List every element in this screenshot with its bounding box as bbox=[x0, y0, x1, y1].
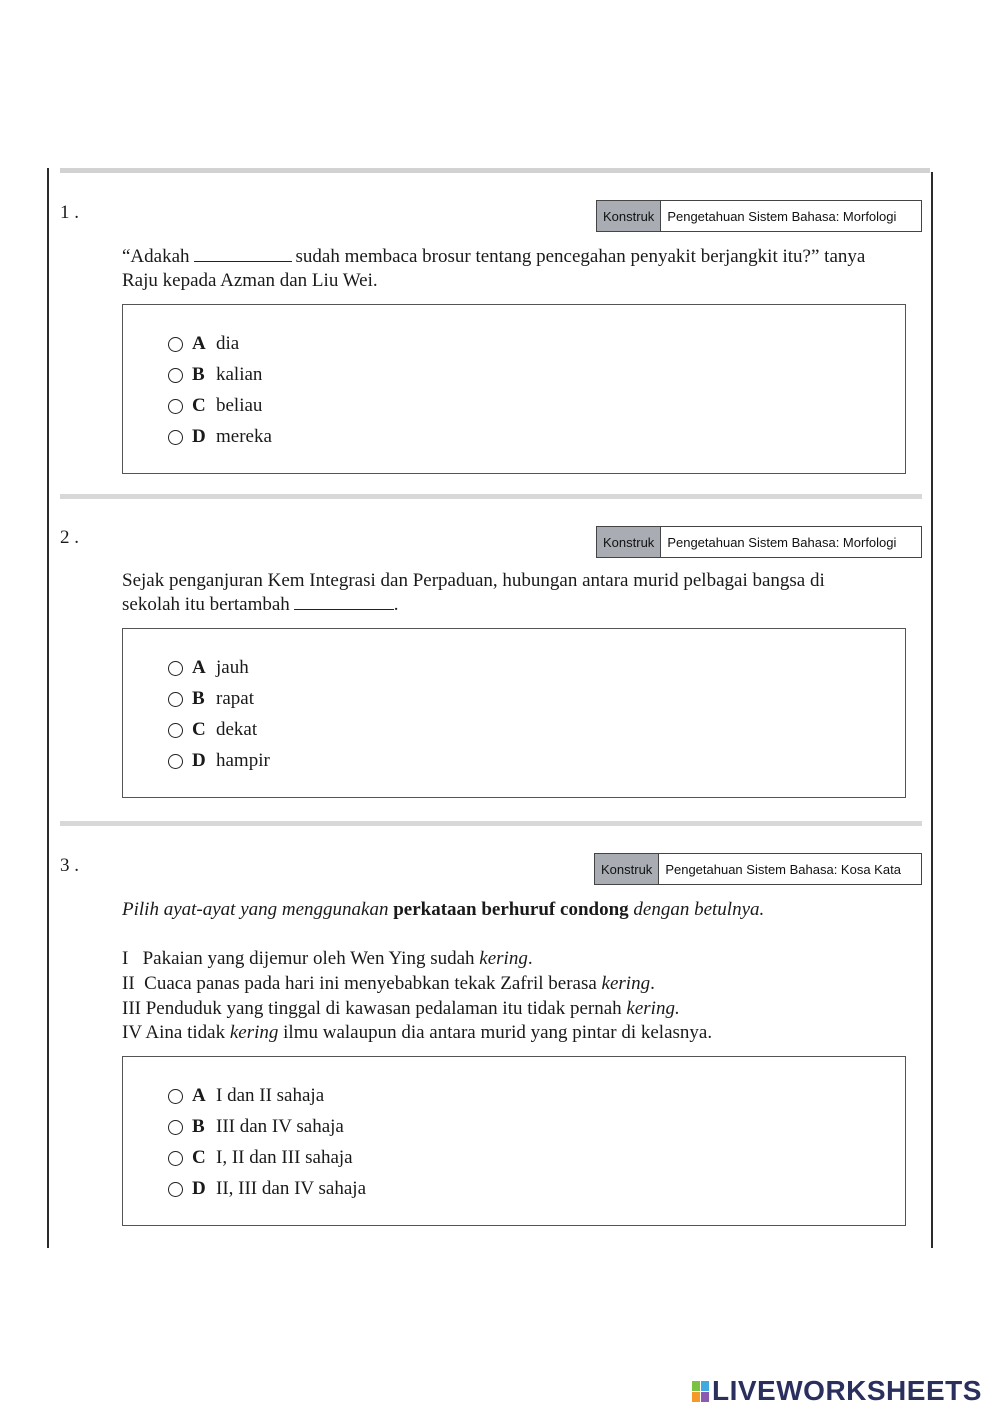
option-text: beliau bbox=[216, 395, 263, 416]
statement-1: I Pakaian yang dijemur oleh Wen Ying sudah kering. bbox=[122, 948, 533, 969]
radio-button[interactable] bbox=[168, 1182, 183, 1197]
radio-button[interactable] bbox=[168, 430, 183, 445]
option-letter: C bbox=[192, 1147, 206, 1168]
option-a[interactable] bbox=[168, 333, 239, 355]
radio-button[interactable] bbox=[168, 337, 183, 352]
konstruk-label: Konstruk bbox=[597, 527, 661, 557]
option-letter: A bbox=[192, 333, 206, 354]
radio-button[interactable] bbox=[168, 1120, 183, 1135]
option-b[interactable] bbox=[168, 364, 262, 386]
radio-button[interactable] bbox=[168, 399, 183, 414]
option-c[interactable] bbox=[168, 1147, 353, 1169]
statement-4: IV Aina tidak kering ilmu walaupun dia antara murid yang pintar di kelasnya. bbox=[122, 1022, 713, 1043]
konstruk-value: Pengetahuan Sistem Bahasa: Morfologi bbox=[667, 208, 897, 224]
frame-left-line bbox=[47, 168, 49, 1248]
konstruk-label: Konstruk bbox=[597, 201, 661, 231]
options-box bbox=[122, 628, 906, 798]
radio-button[interactable] bbox=[168, 368, 183, 383]
answer-blank bbox=[194, 247, 292, 262]
option-text: II, III dan IV sahaja bbox=[216, 1178, 366, 1199]
stem-text: sudah membaca brosur tentang pencegahan penyakit berjangkit itu?” tanya bbox=[295, 246, 866, 267]
option-a[interactable] bbox=[168, 1085, 324, 1107]
stem-text: sekolah itu bertambah bbox=[122, 594, 290, 615]
stem-text: Sejak penganjuran Kem Integrasi dan Perpaduan, hubungan antara murid pelbagai bangsa di bbox=[122, 570, 825, 591]
option-letter: B bbox=[192, 364, 205, 385]
option-letter: D bbox=[192, 426, 206, 447]
option-d[interactable] bbox=[168, 426, 272, 448]
option-d[interactable] bbox=[168, 1178, 366, 1200]
option-letter: C bbox=[192, 395, 206, 416]
konstruk-tag bbox=[596, 200, 922, 232]
instruction-bold-text: perkataan berhuruf condong bbox=[393, 899, 629, 920]
radio-button[interactable] bbox=[168, 723, 183, 738]
option-text: kalian bbox=[216, 364, 263, 385]
option-letter: D bbox=[192, 750, 206, 771]
options-box bbox=[122, 1056, 906, 1226]
question-stem bbox=[122, 245, 912, 293]
question-instruction bbox=[122, 898, 912, 922]
konstruk-tag bbox=[596, 526, 922, 558]
frame-right-line bbox=[931, 172, 933, 1248]
option-text: I dan II sahaja bbox=[216, 1085, 325, 1106]
konstruk-label: Konstruk bbox=[595, 854, 659, 884]
option-text: I, II dan III sahaja bbox=[216, 1147, 353, 1168]
option-text: jauh bbox=[216, 657, 249, 678]
option-d[interactable] bbox=[168, 750, 270, 772]
option-text: hampir bbox=[216, 750, 270, 771]
radio-button[interactable] bbox=[168, 1151, 183, 1166]
radio-button[interactable] bbox=[168, 661, 183, 676]
option-text: mereka bbox=[216, 426, 272, 447]
question-number: 2 . bbox=[60, 527, 79, 548]
option-text: III dan IV sahaja bbox=[216, 1116, 344, 1137]
question-divider bbox=[60, 494, 922, 499]
radio-button[interactable] bbox=[168, 692, 183, 707]
konstruk-value: Pengetahuan Sistem Bahasa: Kosa Kata bbox=[665, 861, 901, 877]
option-c[interactable] bbox=[168, 395, 262, 417]
instruction-text: Pilih ayat-ayat yang menggunakan bbox=[122, 899, 389, 920]
option-text: rapat bbox=[216, 688, 254, 709]
statement-2: II Cuaca panas pada hari ini menyebabkan tekak Zafril berasa kering. bbox=[122, 973, 655, 994]
stem-text: “Adakah bbox=[122, 246, 190, 267]
question-stem bbox=[122, 569, 912, 617]
answer-blank bbox=[294, 595, 394, 610]
liveworksheets-logo bbox=[692, 1375, 982, 1407]
options-box bbox=[122, 304, 906, 474]
option-letter: A bbox=[192, 1085, 206, 1106]
question-number: 3 . bbox=[60, 855, 79, 876]
statement-3: III Penduduk yang tinggal di kawasan pedalaman itu tidak pernah kering. bbox=[122, 998, 680, 1019]
question-divider bbox=[60, 821, 922, 826]
logo-mark-icon bbox=[692, 1381, 709, 1402]
option-letter: D bbox=[192, 1178, 206, 1199]
radio-button[interactable] bbox=[168, 754, 183, 769]
question-number: 1 . bbox=[60, 202, 79, 223]
option-letter: B bbox=[192, 688, 205, 709]
konstruk-value: Pengetahuan Sistem Bahasa: Morfologi bbox=[667, 534, 897, 550]
option-text: dekat bbox=[216, 719, 258, 740]
option-letter: B bbox=[192, 1116, 205, 1137]
top-divider bbox=[60, 168, 930, 173]
option-a[interactable] bbox=[168, 657, 249, 679]
option-text: dia bbox=[216, 333, 240, 354]
instruction-text: dengan betulnya. bbox=[633, 899, 765, 920]
option-b[interactable] bbox=[168, 688, 254, 710]
option-c[interactable] bbox=[168, 719, 257, 741]
option-letter: A bbox=[192, 657, 206, 678]
radio-button[interactable] bbox=[168, 1089, 183, 1104]
stem-text: . bbox=[393, 594, 399, 615]
logo-text: LIVEWORKSHEETS bbox=[712, 1375, 982, 1406]
option-letter: C bbox=[192, 719, 206, 740]
option-b[interactable] bbox=[168, 1116, 344, 1138]
stem-text: Raju kepada Azman dan Liu Wei. bbox=[122, 270, 378, 291]
konstruk-tag bbox=[594, 853, 922, 885]
